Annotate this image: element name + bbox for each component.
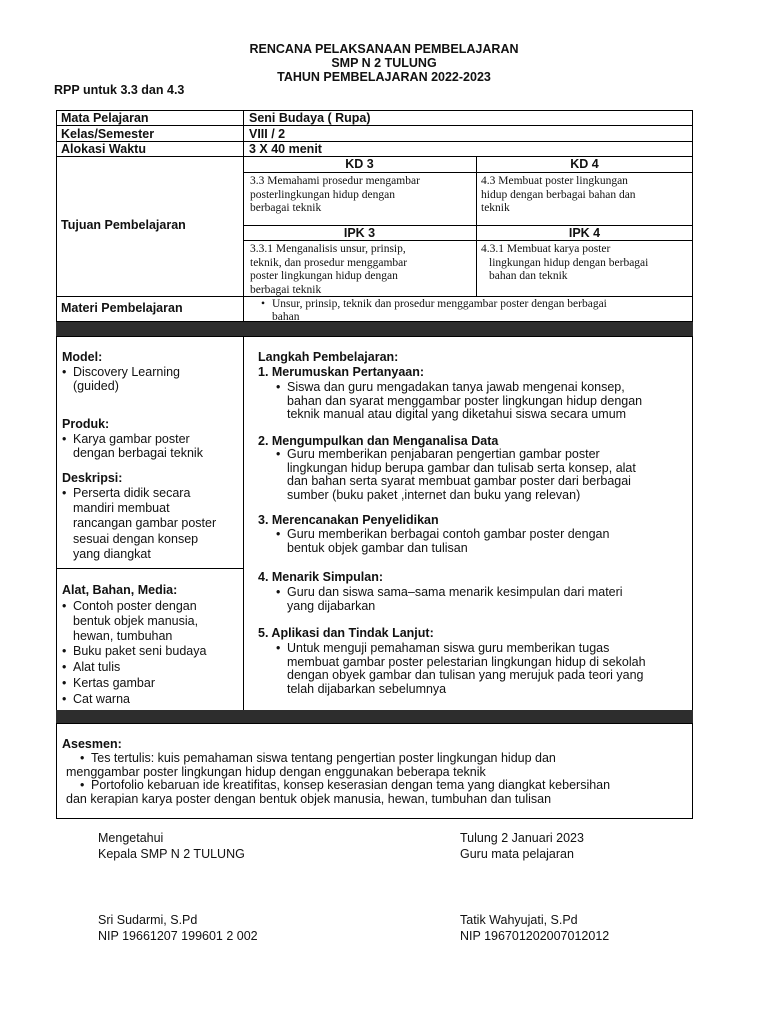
time-value: 3 X 40 menit <box>249 142 322 156</box>
goals-label: Tujuan Pembelajaran <box>61 218 186 232</box>
alat-item-tools: • Alat tulis <box>73 661 120 675</box>
kd3-text: 3.3 Memahami prosedur mengambar posterlingkungan hidup dengan berbagai teknik <box>250 175 420 214</box>
kd4-heading: KD 4 <box>570 157 599 171</box>
step2-text: • Guru memberikan penjabaran pengertian gambar poster lingkungan hidup berupa gambar dan tulisab serta konsep, alat dan bahan serta syarat membuat gambar poster dari berbagai sumber (buku paket ,internet dan buku yang relevan) <box>287 448 687 502</box>
principal-name: Sri Sudarmi, S.Pd <box>98 913 198 927</box>
asesmen-item-portfolio: • Portofolio kebaruan ide kreatifitas, konsep keserasian dengan tema yang diangkat kebersihan dan kerapian karya poster dengan bentuk objek manusia, hewan, tumbuhan dan tulisan <box>91 779 687 806</box>
ipk3-text: 3.3.1 Menganalisis unsur, prinsip, teknik, dan prosedur menggambar poster lingkungan hidup dengan berbagai teknik <box>250 243 408 296</box>
asesmen-item-test: • Tes tertulis: kuis pemahaman siswa tentang pengertian poster lingkungan hidup dan menggambar poster lingkungan hidup dengan enggunakan beberapa teknik <box>91 752 687 779</box>
deskripsi-item: • Perserta didik secara mandiri membuat rancangan gambar poster sesuai dengan konsep yang diangkat <box>73 486 216 562</box>
produk-heading: Produk: <box>62 417 110 431</box>
steps-heading: Langkah Pembelajaran: <box>258 350 399 364</box>
time-label: Alokasi Waktu <box>61 142 146 156</box>
materi-text: Unsur, prinsip, teknik dan prosedur menggambar poster dengan berbagai bahan <box>272 298 607 323</box>
place-date: Tulung 2 Januari 2023 <box>460 831 584 845</box>
step4-text: • Guru dan siswa sama–sama menarik kesimpulan dari materi yang dijabarkan <box>287 586 687 613</box>
separator-bar-2 <box>56 710 693 723</box>
principal-signature <box>98 913 258 944</box>
materi-label: Materi Pembelajaran <box>61 301 183 315</box>
teacher-nip: NIP 196701202007012012 <box>460 928 610 943</box>
teacher-signature <box>460 913 609 944</box>
alat-item-paper: • Kertas gambar <box>73 677 155 691</box>
step3-text: • Guru memberikan berbagai contoh gambar poster dengan bentuk objek gambar dan tulisan <box>287 528 687 555</box>
asesmen-heading: Asesmen: <box>62 737 122 751</box>
step5-title: 5. Aplikasi dan Tindak Lanjut: <box>258 626 434 640</box>
ipk3-heading: IPK 3 <box>343 226 376 240</box>
step4-title: 4. Menarik Simpulan: <box>258 570 384 584</box>
principal-nip: NIP 19661207 199601 2 002 <box>98 928 258 943</box>
deskripsi-heading: Deskripsi: <box>62 471 123 485</box>
alat-item-poster: • Contoh poster dengan bentuk objek manusia, hewan, tumbuhan <box>73 599 198 644</box>
rpp-subtitle: RPP untuk 3.3 dan 4.3 <box>54 83 185 97</box>
kd3-heading: KD 3 <box>345 157 374 171</box>
doc-title: RENCANA PELAKSANAAN PEMBELAJARAN <box>249 42 519 56</box>
school-name: SMP N 2 TULUNG <box>331 56 437 70</box>
teacher-title: Guru mata pelajaran <box>460 846 574 861</box>
teacher-name: Tatik Wahyujati, S.Pd <box>460 913 578 927</box>
class-label: Kelas/Semester <box>61 127 155 141</box>
school-year: TAHUN PEMBELAJARAN 2022-2023 <box>277 70 491 84</box>
alat-item-book: • Buku paket seni budaya <box>73 645 206 659</box>
alat-item-paint: • Cat warna <box>73 693 130 707</box>
alat-heading: Alat, Bahan, Media: <box>62 583 178 597</box>
ipk4-heading: IPK 4 <box>568 226 601 240</box>
principal-title: Kepala SMP N 2 TULUNG <box>98 846 245 861</box>
step3-title: 3. Merencanakan Penyelidikan <box>258 513 439 527</box>
class-value: VIII / 2 <box>249 127 286 141</box>
subject-value: Seni Budaya ( Rupa) <box>249 111 371 125</box>
step5-text: • Untuk menguji pemahaman siswa guru memberikan tugas membuat gambar poster pelestarian lingkungan hidup di sekolah dengan obyek gambar dan tulisan yang merujuk pada teori yang telah dijabarkan sebelumnya <box>287 642 687 696</box>
signature-right <box>460 831 584 862</box>
step2-title: 2. Mengumpulkan dan Menganalisa Data <box>258 434 499 448</box>
acknowledged-label: Mengetahui <box>98 831 164 845</box>
signature-left <box>98 831 245 862</box>
model-item: • Discovery Learning (guided) <box>73 366 180 393</box>
step1-text: • Siswa dan guru mengadakan tanya jawab mengenai konsep, bahan dan syarat menggambar poster lingkungan hidup dengan teknik manual atau digital yang diketahui siswa secara umum <box>287 381 687 422</box>
produk-item: • Karya gambar poster dengan berbagai teknik <box>73 433 203 460</box>
ipk4-text: 4.3.1 Membuat karya poster lingkungan hidup dengan berbagai bahan dan teknik <box>481 243 649 282</box>
separator-bar <box>56 322 693 336</box>
subject-label: Mata Pelajaran <box>61 111 149 125</box>
kd4-text: 4.3 Membuat poster lingkungan hidup dengan berbagai bahan dan teknik <box>481 175 636 214</box>
model-heading: Model: <box>62 350 103 364</box>
step1-title: 1. Merumuskan Pertanyaan: <box>258 365 425 379</box>
